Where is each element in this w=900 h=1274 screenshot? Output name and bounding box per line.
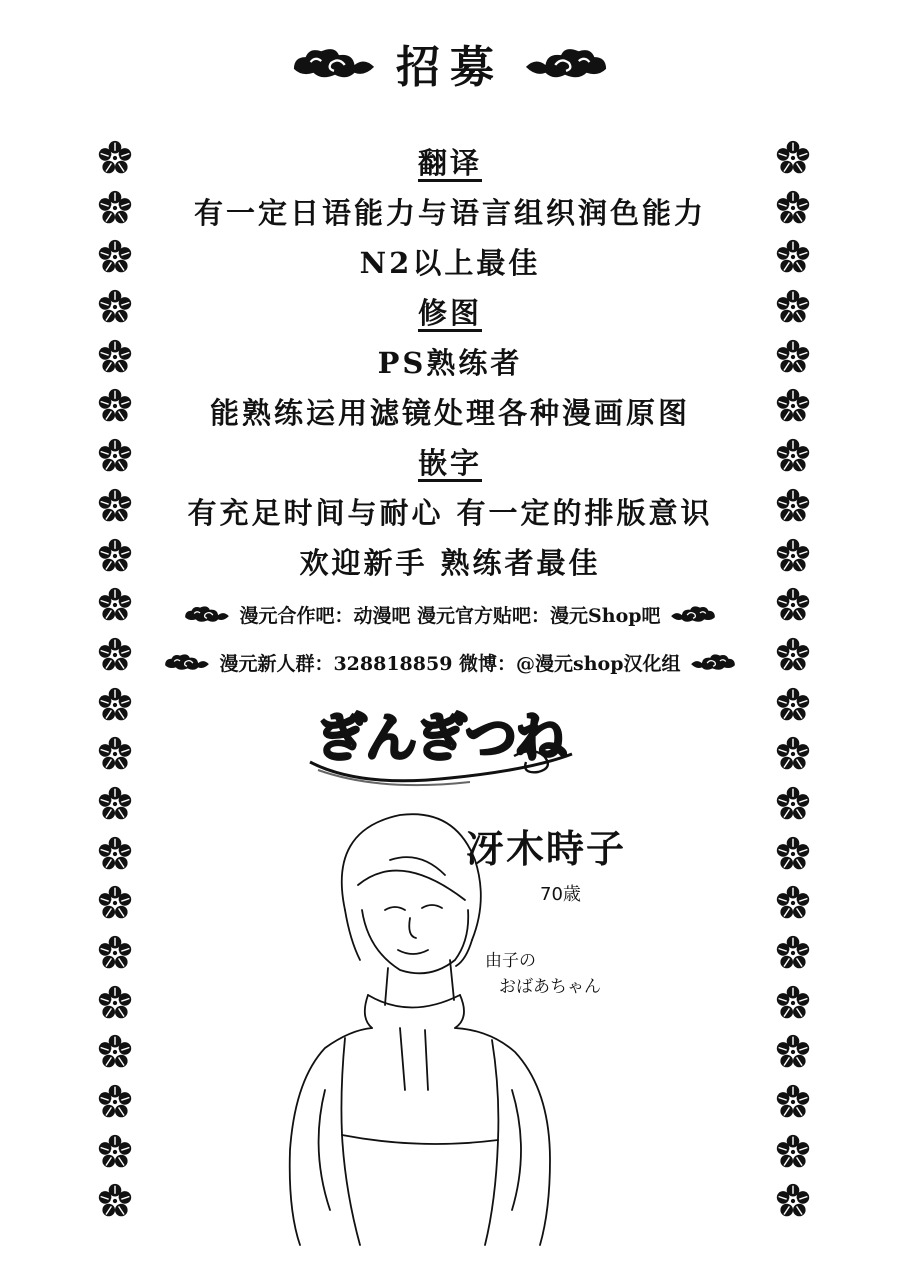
flower-icon <box>97 935 133 971</box>
flower-icon <box>775 687 811 723</box>
section-heading-retouch: 修图 <box>417 296 482 330</box>
flower-icon <box>775 836 811 872</box>
flower-icon <box>97 687 133 723</box>
flower-icon <box>775 1183 811 1219</box>
contact-line-forums <box>140 594 760 634</box>
note-line: おばあちゃん <box>499 977 601 997</box>
character-name: 冴木時子 <box>466 827 627 871</box>
right-flower-border <box>775 140 815 1219</box>
requirement-line: 有一定日语能力与语言组织润色能力 <box>193 196 706 230</box>
flower-icon <box>97 1134 133 1170</box>
flower-icon <box>97 786 133 822</box>
flower-icon <box>775 538 811 574</box>
flower-icon <box>775 388 811 424</box>
flower-icon <box>775 985 811 1021</box>
flower-icon <box>97 388 133 424</box>
flower-icon <box>775 339 811 375</box>
flower-icon <box>775 438 811 474</box>
section-heading-typesetting: 嵌字 <box>417 446 482 480</box>
character-age: 70歳 <box>540 884 581 905</box>
requirement-line: 有充足时间与耐心 有一定的排版意识 <box>187 496 713 530</box>
flower-icon <box>97 1084 133 1120</box>
requirement-line: PS熟练者 <box>377 346 523 380</box>
cloud-icon <box>522 43 610 83</box>
recruitment-list <box>140 138 760 588</box>
page-header <box>0 28 900 98</box>
flower-icon <box>775 637 811 673</box>
flower-icon <box>775 885 811 921</box>
cloud-icon <box>183 603 231 625</box>
flower-icon <box>97 438 133 474</box>
flower-icon <box>97 587 133 623</box>
flower-icon <box>97 140 133 176</box>
cloud-icon <box>290 43 378 83</box>
flower-icon <box>97 488 133 524</box>
section-heading-translation: 翻译 <box>417 146 482 180</box>
series-logo <box>300 700 580 790</box>
flower-icon <box>775 289 811 325</box>
flower-icon <box>775 1134 811 1170</box>
flower-icon <box>97 836 133 872</box>
flower-icon <box>775 190 811 226</box>
flower-icon <box>97 339 133 375</box>
flower-icon <box>97 1183 133 1219</box>
requirement-line: 欢迎新手 熟练者最佳 <box>299 546 601 580</box>
flower-icon <box>97 190 133 226</box>
flower-icon <box>97 1034 133 1070</box>
flower-icon <box>97 985 133 1021</box>
flower-icon <box>97 239 133 275</box>
flower-icon <box>97 637 133 673</box>
cloud-icon <box>669 603 717 625</box>
flower-icon <box>775 935 811 971</box>
requirement-line: N2以上最佳 <box>359 246 541 280</box>
flower-icon <box>775 488 811 524</box>
flower-icon <box>775 587 811 623</box>
flower-icon <box>775 1084 811 1120</box>
contact-text: 漫元合作吧：动漫吧 漫元官方贴吧：漫元Shop吧 <box>239 604 661 627</box>
left-flower-border <box>97 140 137 1219</box>
svg-text:ぎんぎつね: ぎんぎつね <box>314 709 566 769</box>
requirement-line: 能熟练运用滤镜处理各种漫画原图 <box>209 396 690 430</box>
flower-icon <box>97 736 133 772</box>
note-line: 由子の <box>485 951 536 971</box>
contact-text: 漫元新人群：328818859 微博：@漫元shop汉化组 <box>219 652 681 675</box>
flower-icon <box>775 736 811 772</box>
contact-line-group <box>140 642 760 682</box>
flower-icon <box>97 289 133 325</box>
flower-icon <box>775 239 811 275</box>
page-title: 招募 <box>396 42 504 93</box>
flower-icon <box>97 538 133 574</box>
flower-icon <box>775 786 811 822</box>
flower-icon <box>775 1034 811 1070</box>
character-note <box>485 948 601 1000</box>
flower-icon <box>775 140 811 176</box>
cloud-icon <box>689 651 737 673</box>
flower-icon <box>97 885 133 921</box>
cloud-icon <box>163 651 211 673</box>
